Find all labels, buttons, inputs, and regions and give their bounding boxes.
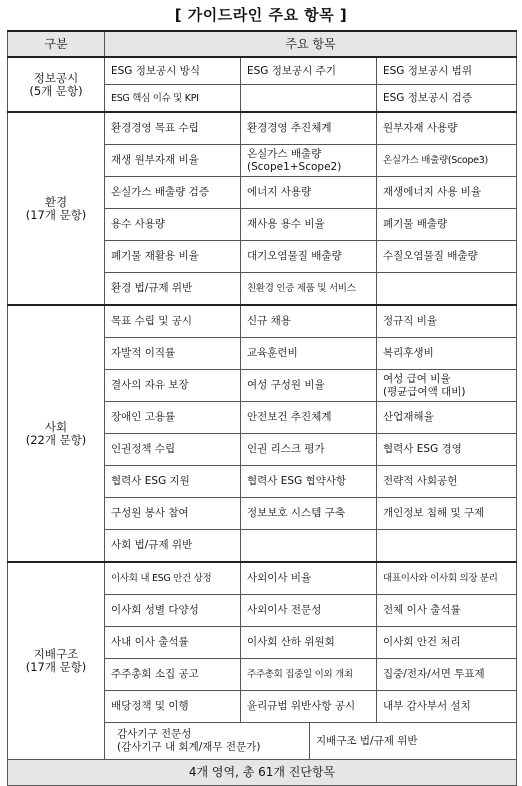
governance-category <box>8 562 105 760</box>
item-cell <box>105 57 241 85</box>
item-cell <box>377 177 517 209</box>
item-text: 사외이사 전문성 <box>247 604 322 616</box>
item-cell <box>105 498 241 530</box>
item-text: 구성원 봉사 참여 <box>111 507 189 519</box>
category-label: 지배구조 <box>33 647 79 661</box>
item-text: 대기오염물질 배출량 <box>247 250 342 262</box>
item-text: 이사회 안건 처리 <box>383 636 461 648</box>
item-cell <box>105 659 241 691</box>
item-cell <box>377 691 517 723</box>
item-cell <box>105 338 241 370</box>
item-text: ESG 정보공시 검증 <box>383 91 472 104</box>
item-cell <box>377 338 517 370</box>
item-text: 수질오염물질 배출량 <box>383 250 478 262</box>
item-text: 여성 급여 비율 (평균급여액 대비) <box>383 372 466 398</box>
footer-row <box>8 760 517 786</box>
item-text: 집중/전자/서면 투표제 <box>383 668 485 680</box>
item-text: 대표이사와 이사회 의장 분리 <box>383 573 498 584</box>
item-cell <box>105 530 241 563</box>
item-text: 이사회 성별 다양성 <box>111 604 199 616</box>
item-cell <box>241 498 377 530</box>
item-text: 내부 감사부서 설치 <box>383 700 471 712</box>
item-text: 개인정보 침해 및 구제 <box>383 507 485 519</box>
item-cell <box>241 595 377 627</box>
item-text: 폐기물 배출량 <box>383 218 448 230</box>
item-cell <box>105 85 241 113</box>
item-cell <box>241 85 377 113</box>
item-cell <box>241 209 377 241</box>
item-cell <box>105 241 241 273</box>
item-cell <box>241 562 377 595</box>
item-text: 정보보호 시스템 구축 <box>247 507 345 519</box>
item-text: 윤리규범 위반사항 공시 <box>247 700 356 712</box>
item-cell <box>377 112 517 145</box>
item-cell <box>241 659 377 691</box>
item-cell <box>377 659 517 691</box>
item-cell <box>241 241 377 273</box>
page-title: [ 가이드라인 주요 항목 ] <box>174 6 348 24</box>
item-text: 환경경영 추진체계 <box>247 122 332 134</box>
item-text: 배당정책 및 이행 <box>111 700 189 712</box>
item-cell <box>241 402 377 434</box>
item-cell <box>377 627 517 659</box>
item-text: 재생에너지 사용 비율 <box>383 186 481 198</box>
disclosure-row <box>8 57 517 85</box>
social-category <box>8 305 105 562</box>
item-text: 신규 채용 <box>247 315 291 327</box>
item-cell <box>105 112 241 145</box>
item-cell <box>377 562 517 595</box>
item-cell <box>241 305 377 338</box>
item-text: 목표 수립 및 공시 <box>111 315 193 327</box>
environment-category <box>8 112 105 305</box>
item-text: 폐기물 재활용 비율 <box>111 250 199 262</box>
item-text: 안전보건 추진체계 <box>247 411 332 423</box>
item-text: 협력사 ESG 지원 <box>111 475 190 487</box>
social-row <box>8 305 517 338</box>
item-text: 환경경영 목표 수립 <box>111 122 199 134</box>
item-text: 온실가스 배출량 검증 <box>111 186 209 198</box>
item-cell <box>105 595 241 627</box>
governance-row <box>8 562 517 595</box>
environment-row <box>8 112 517 145</box>
summary-footer: 4개 영역, 총 61개 진단항목 <box>8 760 517 786</box>
item-text: 여성 구성원 비율 <box>247 379 325 391</box>
item-cell <box>105 402 241 434</box>
item-text: 지배구조 법/규제 위반 <box>309 723 510 759</box>
header-items: 주요 항목 <box>105 31 517 57</box>
item-text: 협력사 ESG 협약사항 <box>247 475 347 487</box>
item-cell <box>105 466 241 498</box>
item-cell <box>377 370 517 402</box>
item-cell <box>241 434 377 466</box>
item-text: 이사회 산하 위원회 <box>247 636 335 648</box>
item-cell <box>377 595 517 627</box>
item-text: 주주총회 집중일 이외 개최 <box>247 669 353 680</box>
guideline-table <box>7 30 517 786</box>
item-text: 용수 사용량 <box>111 218 166 230</box>
item-text: 자발적 이직률 <box>111 347 176 359</box>
item-text: 사외이사 비율 <box>247 572 312 584</box>
item-text: ESG 정보공시 방식 <box>111 64 200 77</box>
category-count: (17개 문항) <box>25 660 87 674</box>
item-text: 재생 원부자재 비율 <box>111 154 199 166</box>
item-text: 환경 법/규제 위반 <box>111 282 193 294</box>
item-text: 전체 이사 출석률 <box>383 604 461 616</box>
item-cell <box>105 145 241 177</box>
item-text: 복리후생비 <box>383 347 434 359</box>
item-cell <box>241 145 377 177</box>
item-cell <box>241 691 377 723</box>
item-text: 교육훈련비 <box>247 347 298 359</box>
item-text: 인권정책 수립 <box>111 443 176 455</box>
category-count: (5개 문항) <box>29 83 83 98</box>
item-text: 산업재해율 <box>383 411 434 423</box>
item-text: 감사기구 전문성 (감사기구 내 회계/재무 전문가) <box>117 728 261 753</box>
item-text: 친환경 인증 제품 및 서비스 <box>247 283 356 294</box>
disclosure-category <box>8 57 105 112</box>
item-cell <box>241 370 377 402</box>
item-cell <box>377 466 517 498</box>
header-category: 구분 <box>8 31 105 57</box>
item-text: 온실가스 배출량 (Scope1+Scope2) <box>247 147 342 173</box>
item-text: 정규직 비율 <box>383 315 438 327</box>
category-count: (17개 문항) <box>25 207 87 222</box>
item-cell <box>377 305 517 338</box>
category-label: 환경 <box>44 194 68 209</box>
item-cell <box>105 370 241 402</box>
item-text: 장애인 고용률 <box>111 411 176 423</box>
item-cell <box>241 627 377 659</box>
header-row <box>8 31 517 57</box>
item-cell <box>377 530 517 563</box>
item-cell <box>241 338 377 370</box>
item-cell <box>377 209 517 241</box>
item-text: 협력사 ESG 경영 <box>383 443 462 455</box>
item-cell <box>105 691 241 723</box>
item-cell <box>241 466 377 498</box>
item-text: 인권 리스크 평가 <box>247 443 325 455</box>
item-cell <box>105 209 241 241</box>
category-label: 사회 <box>44 419 68 434</box>
item-text: 사회 법/규제 위반 <box>111 539 193 551</box>
item-text: 주주총회 소집 공고 <box>111 668 199 680</box>
item-cell <box>377 498 517 530</box>
item-text: 이사회 내 ESG 안건 상정 <box>111 573 212 584</box>
item-cell <box>241 177 377 209</box>
item-cell <box>377 145 517 177</box>
item-cell <box>377 434 517 466</box>
item-cell <box>241 112 377 145</box>
item-text: ESG 정보공시 범위 <box>383 64 472 77</box>
item-text: 재사용 용수 비율 <box>247 218 325 230</box>
item-cell <box>377 57 517 85</box>
item-cell <box>241 530 377 563</box>
category-count: (22개 문항) <box>25 432 87 447</box>
item-cell <box>241 273 377 306</box>
item-text: 결사의 자유 보장 <box>111 379 189 391</box>
item-cell <box>377 85 517 113</box>
item-cell <box>377 402 517 434</box>
item-cell <box>105 562 241 595</box>
item-text: ESG 정보공시 주기 <box>247 64 336 77</box>
item-text: ESG 핵심 이슈 및 KPI <box>111 92 199 104</box>
item-cell <box>377 273 517 306</box>
item-text: 사내 이사 출석률 <box>111 636 189 648</box>
item-text: 원부자재 사용량 <box>383 122 458 134</box>
item-cell <box>105 627 241 659</box>
item-cell <box>241 57 377 85</box>
category-label: 정보공시 <box>33 70 79 85</box>
item-cell <box>105 273 241 306</box>
item-cell <box>377 241 517 273</box>
item-cell <box>105 177 241 209</box>
item-cell-split <box>105 723 517 760</box>
item-cell <box>105 305 241 338</box>
item-cell <box>105 434 241 466</box>
item-text: 전략적 사회공헌 <box>383 475 458 487</box>
item-text: 에너지 사용량 <box>247 186 312 198</box>
item-text: 온실가스 배출량(Scope3) <box>383 155 488 166</box>
